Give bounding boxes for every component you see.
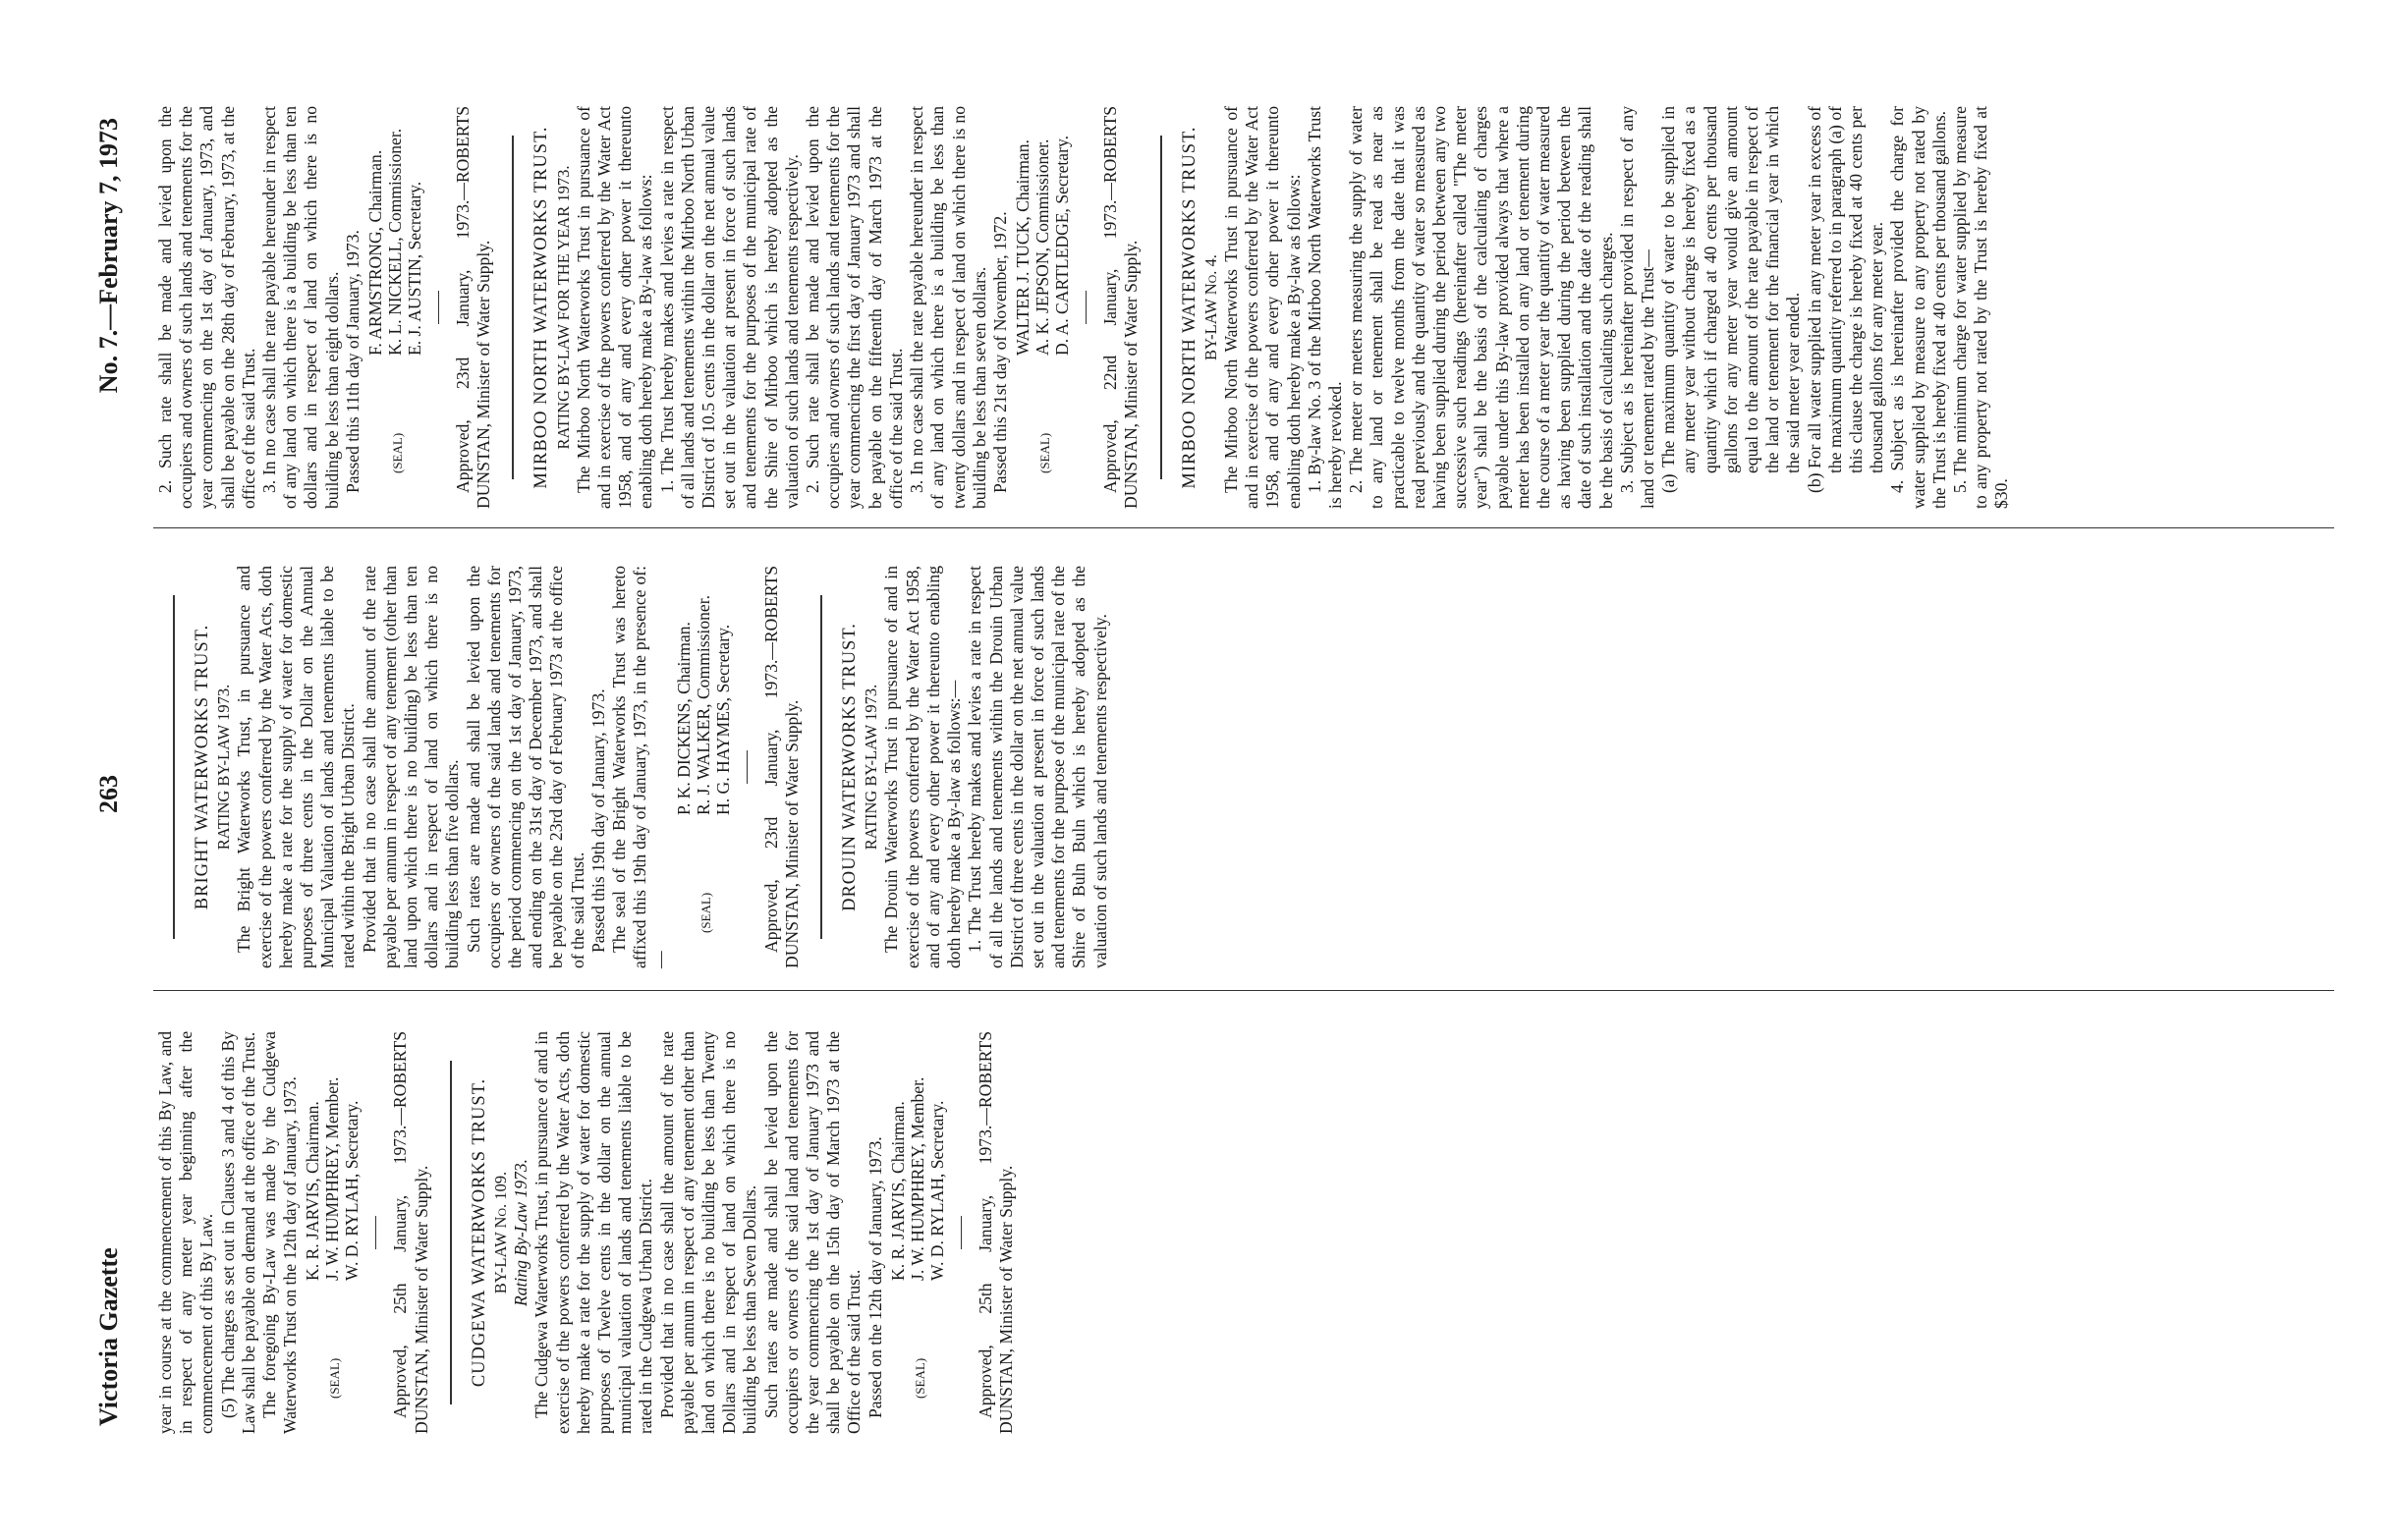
paragraph: Passed this 21st day of November, 1972. (989, 211, 1010, 493)
signer: J. W. HUMPHREY, Member. (322, 1076, 343, 1281)
signer: W. D. RYLAH, Secretary. (926, 1100, 947, 1281)
signer: P. K. DICKENS, Chairman. (673, 622, 694, 815)
seal-mark: (SEAL) (390, 432, 406, 473)
section-title: MIRBOO NORTH WATERWORKS TRUST. (531, 126, 552, 489)
column-rule (153, 527, 2334, 528)
paragraph: Such rates are made and shall be levied upon the occupiers or owners of the said lands and tenements for the period commencing on the 1st day of January, 1973, and ending on the 31st day of December 1973, and shall be payable on the 23rd day of February 1973 at the office of the said Trust. (463, 566, 587, 968)
paragraph: Passed on the 12th day of January, 1973. (865, 1136, 885, 1418)
paragraph: The Mirboo North Waterworks Trust in pursuance of and in exercise of the powers conferred by the Water Act 1958, and of any and every other power it thereunto enabling doth hereby make a By-law as follows: (1220, 106, 1304, 509)
bylaw-subtitle: Rating By-Law 1973. (511, 1158, 531, 1307)
section-rule (450, 1061, 452, 1404)
signature-block (303, 1031, 362, 1434)
separator (747, 750, 748, 784)
bylaw-subtitle: RATING BY-LAW 1973. (862, 684, 881, 851)
page-number: 263 (94, 775, 123, 813)
bylaw-number: BY-LAW No. 4. (1200, 254, 1220, 360)
paragraph: Provided that in no case shall the amount of the rate payable per annum in respect of any tenement other than land on which there is no building be less than Twenty Dollars and in respect of land on which there is no building be less than Seven Dollars. (656, 1031, 760, 1434)
section-title: CUDGEWA WATERWORKS TRUST. (469, 1077, 489, 1388)
signature-block (1013, 106, 1072, 509)
column-1 (155, 1031, 1017, 1434)
signer: K. R. JARVIS, Chairman. (887, 1101, 908, 1281)
approval-note: Approved, 23rd January, 1973.—ROBERTS DUNSTAN, Minister of Water Supply. (760, 566, 802, 968)
seal-mark: (SEAL) (698, 892, 713, 933)
bylaw-subtitle: RATING BY-LAW 1973. (214, 684, 234, 851)
separator (438, 291, 439, 324)
paragraph: The Cudgewa Waterworks Trust, in pursuance of and in exercise of the powers conferred by the Water Acts, doth hereby make a rate for the supply of water for domestic purposes of Twelve cents in the dollar on the annual municipal valuation of lands and tenements liable to be rated in the Cudgewa Urban District. (531, 1031, 656, 1434)
paragraph: The foregoing By-Law was made by the Cudgewa Waterworks Trust on the 12th day of January, 1973. (259, 1031, 301, 1434)
section-rule (512, 136, 514, 479)
separator (1086, 291, 1087, 324)
paragraph: (5) The charges as set out in Clauses 3 and 4 of this By Law shall be payable on demand at the office of the Trust. (217, 1031, 258, 1434)
paragraph: Such rates are made and shall be levied upon the occupiers or owners of the said land and tenements for the year commencing the 1st day of January 1973 and shall be payable on the 15th day of March 1973 at the Office of the said Trust. (760, 1031, 865, 1434)
paragraph: 4. Subject as is hereinafter provided the charge for water supplied by measure to any property not rated by the Trust is hereby fixed at 40 cents per thousand gallons. (1887, 106, 1949, 509)
signer: WALTER J. TUCK, Chairman. (1013, 139, 1033, 356)
signer: H. G. HAYMES, Secretary. (712, 624, 733, 815)
column-2 (155, 566, 1111, 968)
paragraph: Provided that in no case shall the amount of the rate payable per annum in respect of any tenement (other than land upon which there is no building) be less than ten dollars and in respect of land on which there is no building less than five dollars. (359, 566, 463, 968)
separator (961, 1216, 962, 1249)
signer: K. L. NICKELL, Commissioner. (385, 128, 406, 356)
approval-note: Approved, 22nd January, 1973.—ROBERTS DUNSTAN, Minister of Water Supply. (1100, 106, 1142, 509)
approval-note: Approved, 25th January, 1973.—ROBERTS DUNSTAN, Minister of Water Supply. (975, 1031, 1017, 1434)
paragraph: 5. The minimum charge for water supplied by measure to any property not rated by the Trust is hereby fixed at $30. (1950, 106, 2012, 509)
signer: E. J. AUSTIN, Secretary. (405, 181, 425, 356)
paragraph: Passed this 19th day of January, 1973. (587, 688, 608, 953)
paragraph: 2. Such rate shall be made and levied upon the occupiers and owners of such lands and tenements for the year commencing on the 1st day of January, 1973, and shall be payable on the 28th day of February, 1973, at the office of the said Trust. (155, 106, 258, 509)
approval-note: Approved, 23rd January, 1973.—ROBERTS DUNSTAN, Minister of Water Supply. (453, 106, 494, 509)
seal-mark: (SEAL) (912, 1357, 927, 1399)
signature-block (674, 566, 733, 968)
section-title: BRIGHT WATERWORKS TRUST. (193, 624, 212, 910)
signer: K. R. JARVIS, Chairman. (303, 1101, 323, 1281)
running-title: Victoria Gazette (94, 1247, 123, 1426)
bylaw-number: BY-LAW No. 109. (491, 1171, 511, 1294)
signer: R. J. WALKER, Commissioner. (693, 594, 713, 815)
column-rule (153, 990, 2334, 991)
section-rule (820, 595, 822, 939)
signer: D. A. CARTLEDGE, Secretary. (1052, 135, 1073, 356)
signer: W. D. RYLAH, Secretary. (342, 1100, 363, 1281)
paragraph: 3. Subject as is hereinafter provided in respect of any land or tenement rated by the Trust— (1616, 106, 1657, 509)
section-title: DROUIN WATERWORKS TRUST. (840, 623, 861, 911)
paragraph: The Drouin Waterworks Trust in pursuance of and in exercise of the powers conferred by the Water Act 1958, and of any and every other power it thereunto enabling doth hereby make a By-law as follows:— (881, 566, 965, 968)
signature-block (888, 1031, 947, 1434)
paragraph: 3. In no case shall the rate payable hereunder in respect of any land on which there is a building be less than ten dollars and in respect of land on which there is no building be less than eight dollars. (259, 106, 342, 509)
signer: F. ARMSTRONG, Chairman. (365, 149, 386, 356)
issue-date: No. 7.—February 7, 1973 (94, 118, 123, 394)
paragraph: 1. The Trust hereby makes and levies a rate in respect of all the lands and tenements within the Drouin Urban District of three cents in the dollar on the net annual value set out in the valuation at present in force of such lands and tenements for the purpose of the municipal rate of the Shire of Buln Buln which is hereby adopted as the valuation of such lands and tenements respectively. (965, 566, 1110, 968)
signer: A. K. JEPSON, Commissioner. (1033, 138, 1053, 356)
paragraph: Passed this 11th day of January, 1973. (342, 230, 363, 493)
paragraph: 1. The Trust hereby makes and levies a rate in respect of all lands and tenements within the Mirboo North Urban District of 10.5 cents in the dollar on the net annual value set out in the valuation at present in force of such lands and tenements for the purposes of the municipal rate of the Shire of Mirboo which is hereby adopted as the valuation of such lands and tenements respectively. (656, 106, 802, 509)
column-3 (155, 106, 2013, 509)
signature-block (365, 106, 424, 509)
paragraph: The seal of the Bright Waterworks Trust was hereto affixed this 19th day of January, 1973, in the presence of:— (609, 566, 671, 968)
paragraph: 2. The meter or meters measuring the supply of water to any land or tenement shall be read as near as practicable to twelve months from the date that it was read previously and the quantity of water so measured as having been supplied during the period between any two successive such readings (hereinafter called "The meter year") shall be the basis of the calculating of charges payable under this By-law provided always that where a meter has been installed on any land or tenement during the course of a meter year the quantity of water measured as having been supplied during the period between the date of such installation and the date of the reading shall be the basis of calculating such charges. (1346, 106, 1616, 509)
paragraph: The Bright Waterworks Trust, in pursuance and exercise of the powers conferred by the Water Acts, doth hereby make a rate for the supply of water for domestic purposes of three cents in the Dollar on the Annual Municipal Valuation of lands and tenements liable to be rated within the Bright Urban District. (234, 566, 359, 968)
seal-mark: (SEAL) (1037, 432, 1053, 473)
paragraph: year in course at the commencement of this By Law, and in respect of any meter year beginning after the commencement of this By Law. (155, 1031, 217, 1434)
separator (375, 1216, 376, 1249)
paragraph: 2. Such rate shall be made and levied upon the occupiers and owners of such lands and tenements for the year commencing the first day of January 1973 and shall be payable on the fifteenth day of March 1973 at the office of the said Trust. (803, 106, 906, 509)
bylaw-subtitle: RATING BY-LAW FOR THE YEAR 1973. (553, 165, 573, 450)
sub-paragraph: (b) For all water supplied in any meter year in excess of the maximum quantity referred to in paragraph (a) of this clause the charge is hereby fixed at 40 cents per thousand gallons for any meter year. (1804, 106, 1887, 493)
section-title: MIRBOO NORTH WATERWORKS TRUST. (1179, 126, 1200, 489)
section-rule (173, 595, 175, 939)
sub-paragraph: (a) The maximum quantity of water to be supplied in any meter year without charge is hereby fixed as a quantity which if charged at 40 cents per thousand gallons for any meter year would give an amount equal to the amount of the rate payable in respect of the land or tenement for the financial year in which the said meter year ended. (1658, 106, 1804, 493)
paragraph: 1. By-law No. 3 of the Mirboo North Waterworks Trust is hereby revoked. (1304, 106, 1345, 509)
paragraph: 3. In no case shall the rate payable hereunder in respect of any land on which there is a building be less than twenty dollars and in respect of land on which there is no building be less than seven dollars. (907, 106, 989, 509)
approval-note: Approved, 25th January, 1973.—ROBERTS DUNSTAN, Minister of Water Supply. (390, 1031, 431, 1434)
paragraph: The Mirboo North Waterworks Trust in pursuance of and in exercise of the powers conferred by the Water Act 1958, and of any and every other power it thereunto enabling doth hereby make a By-law as follows: (573, 106, 656, 509)
seal-mark: (SEAL) (327, 1357, 343, 1399)
signer: J. W. HUMPHREY, Member. (907, 1076, 927, 1281)
section-rule (1160, 136, 1162, 479)
